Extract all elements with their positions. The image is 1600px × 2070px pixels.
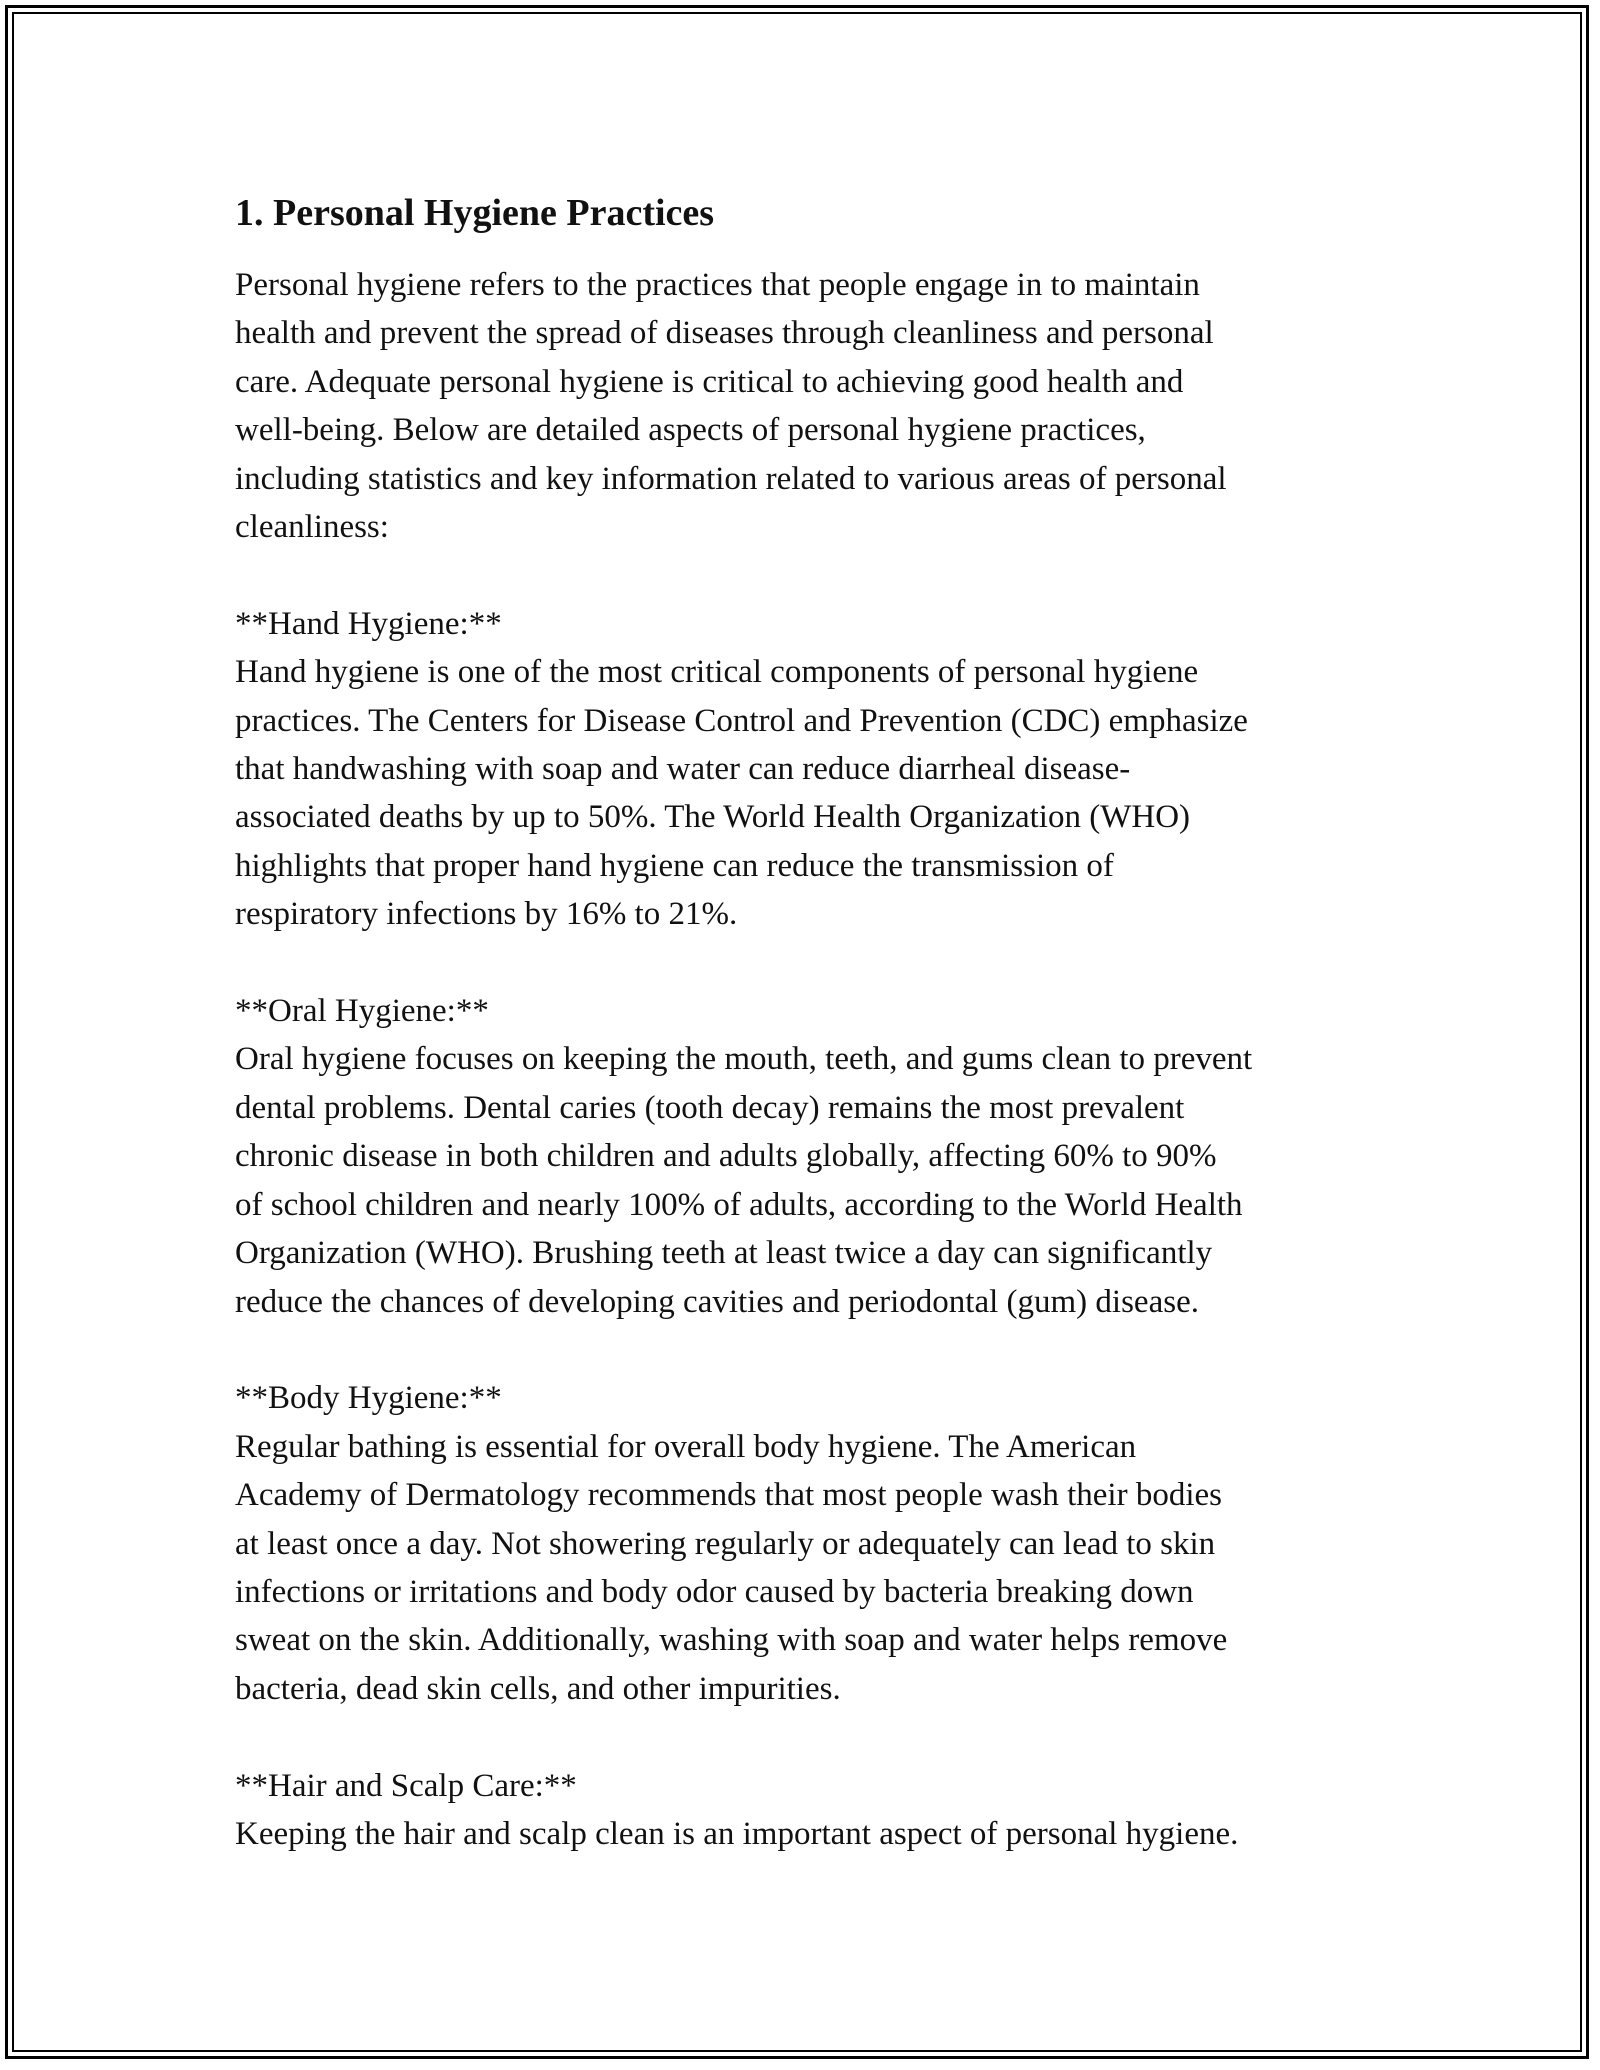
section-body-oral-hygiene: Oral hygiene focuses on keeping the mouth, teeth, and gums clean to prevent dental problems. Dental caries (tooth decay) remains the most prevalent chronic disease in both children and adults globally, affecting 60% to 90% of school children and nearly 100% of adults, according to the World Health Organization (WHO). Brushing teeth at least twice a day can significantly reduce the chances of developing cavities and periodontal (gum) disease.	[235, 1041, 1253, 1320]
section-body-hair-scalp-care: Keeping the hair and scalp clean is an important aspect of personal hygiene.	[235, 1815, 1239, 1852]
section-heading-hair-scalp-care: **Hair and Scalp Care:**	[235, 1767, 577, 1804]
section-heading-hand-hygiene: **Hand Hygiene:**	[235, 605, 502, 642]
paragraph-spacer	[235, 939, 1395, 987]
section-body-hand-hygiene: Hand hygiene is one of the most critical components of personal hygiene practices. The Centers for Disease Control and Prevention (CDC) emphasize that handwashing with soap and water can reduce diarrheal disease- associated deaths by up to 50%. The World Health Organization (WHO) highlights that proper hand hygiene can reduce the transmission of respiratory infections by 16% to 21%.	[235, 654, 1248, 933]
section-heading-body-hygiene: **Body Hygiene:**	[235, 1380, 502, 1417]
section-body-body-hygiene: Regular bathing is essential for overall body hygiene. The American Academy of Dermatology recommends that most people wash their bodies at least once a day. Not showering regularly or adequately can lead to skin infections or irritations and body odor caused by bacteria breaking down sweat on the skin. Additionally, washing with soap and water helps remove bacteria, dead skin cells, and other impurities.	[235, 1428, 1228, 1707]
page-title: 1. Personal Hygiene Practices	[235, 192, 715, 234]
paragraph-spacer	[235, 551, 1395, 599]
intro-paragraph: Personal hygiene refers to the practices that people engage in to maintain health and prevent the spread of diseases through cleanliness and personal care. Adequate personal hygiene is critical to achieving good health and well-being. Below are detailed aspects of personal hygiene practices, including statistics and key information related to various areas of personal cleanliness:	[235, 267, 1227, 546]
paragraph-spacer	[235, 1713, 1395, 1761]
section-heading-oral-hygiene: **Oral Hygiene:**	[235, 993, 489, 1030]
document-body	[235, 185, 1395, 1858]
paragraph-spacer	[235, 1326, 1395, 1374]
